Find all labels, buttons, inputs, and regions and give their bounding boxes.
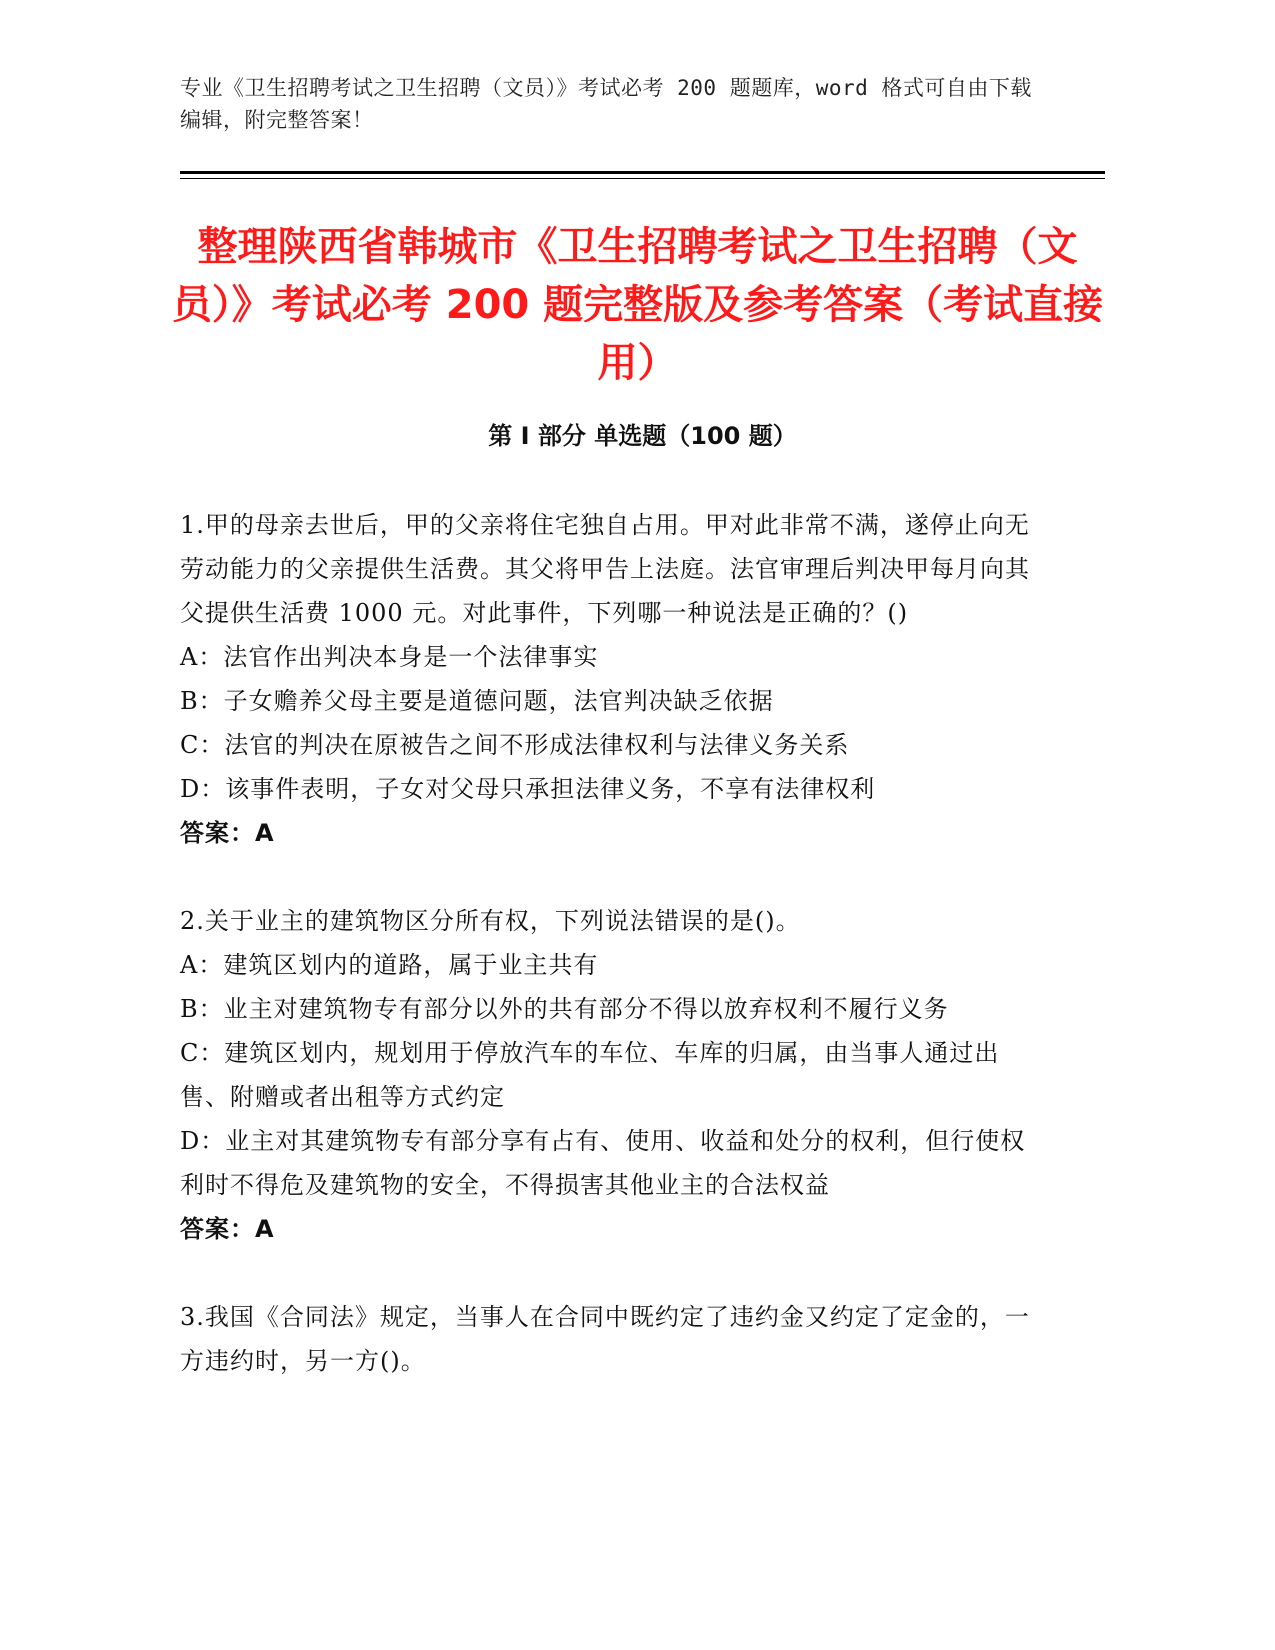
question-2 xyxy=(180,899,1040,1251)
question-stem: 2.关于业主的建筑物区分所有权，下列说法错误的是()。 xyxy=(180,907,801,935)
option-a: A：建筑区划内的道路，属于业主共有 xyxy=(180,951,599,979)
option-b: B：业主对建筑物专有部分以外的共有部分不得以放弃权利不履行义务 xyxy=(180,995,949,1023)
header-divider-thick xyxy=(180,171,1105,174)
question-3 xyxy=(180,1295,1040,1383)
question-1 xyxy=(180,503,1040,855)
option-a: A：法官作出判决本身是一个法律事实 xyxy=(180,643,599,671)
answer-label: 答案：A xyxy=(180,1215,275,1243)
option-b: B：子女赡养父母主要是道德问题，法官判决缺乏依据 xyxy=(180,687,774,715)
question-stem: 1.甲的母亲去世后，甲的父亲将住宅独自占用。甲对此非常不满，遂停止向无劳动能力的父亲提供生活费。其父将甲告上法庭。法官审理后判决甲每月向其父提供生活费 1000 元。对此事件，下列哪一种说法是正确的？() xyxy=(180,511,1030,627)
document-title: 整理陕西省韩城市《卫生招聘考试之卫生招聘（文员）》考试必考 200 题完整版及参考答案（考试直接用） xyxy=(171,224,1104,386)
option-c: C：建筑区划内，规划用于停放汽车的车位、车库的归属，由当事人通过出售、附赠或者出租等方式约定 xyxy=(180,1039,1000,1111)
option-d: D：该事件表明，子女对父母只承担法律义务，不享有法律权利 xyxy=(180,775,876,803)
option-d: D：业主对其建筑物专有部分享有占有、使用、收益和处分的权利，但行使权利时不得危及建筑物的安全，不得损害其他业主的合法权益 xyxy=(180,1127,1026,1199)
section-heading: 第 I 部分 单选题（100 题） xyxy=(488,422,797,450)
question-list xyxy=(180,503,1040,1427)
option-c: C：法官的判决在原被告之间不形成法律权利与法律义务关系 xyxy=(180,731,850,759)
question-stem: 3.我国《合同法》规定，当事人在合同中既约定了违约金又约定了定金的，一方违约时，另一方()。 xyxy=(180,1303,1030,1375)
answer-label: 答案：A xyxy=(180,819,275,847)
header-note: 专业《卫生招聘考试之卫生招聘（文员）》考试必考 200 题题库，word 格式可自由下载编辑，附完整答案！ xyxy=(180,76,1032,132)
header-divider-thin xyxy=(180,178,1105,179)
